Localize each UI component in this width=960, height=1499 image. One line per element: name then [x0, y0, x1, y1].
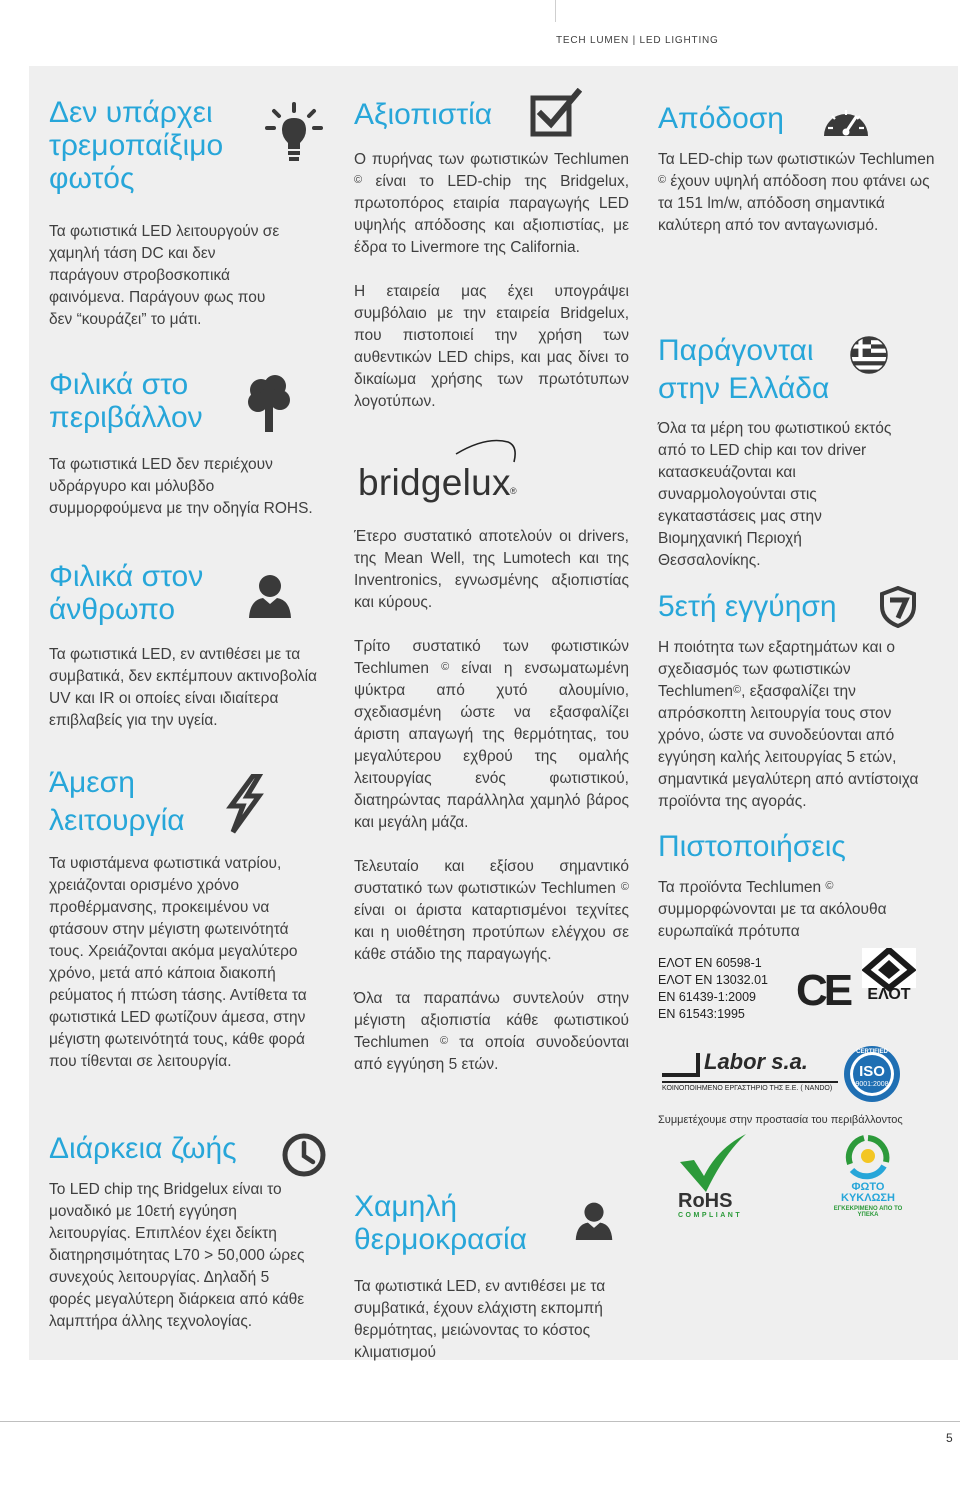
paragraph: Η εταιρεία μας έχει υπογράψει συμβόλαιο με την εταιρεία Bridgelux, που πιστοποιεί την χρήση των αυθεντικών LED chips, και μας δίνει το δικαίωμα χρήσης των πρωτότυπων λογοτύπων. — [354, 283, 629, 410]
section-title: Αξιοπιστία — [354, 98, 493, 131]
section-low-temperature — [354, 1190, 629, 1364]
section-title: Φιλικά στον άνθρωπο — [49, 560, 204, 626]
section-efficiency — [658, 102, 943, 237]
section-body: Τα φωτιστικά LED, εν αντιθέσει με τα συμβατικά, δεν εκπέμπουν ακτινοβολία UV και IR οι οποίες είναι ιδιαίτερα επιβλαβείς για την υγεία. — [49, 646, 318, 729]
section-body: Τα LED-chip των φωτιστικών Techlumen © έχουν υψηλή απόδοση που φτάνει ως τα 151 lm/w, απόδοση σημαντικά καλύτερη από τον ανταγωνισμό. — [658, 151, 935, 234]
paragraph: Τρίτο συστατικό των φωτιστικών Techlumen © είναι η ενσωματωμένη ψύκτρα από χυτό αλουμίνιο, σχεδιασμένη ώστε να εξασφαλίζει άριστη απαγωγή της θερμότητας, του μεγαλύτερου εχθρού της ομαλής λειτουργίας ενός φωτιστικού, διατηρώντας παράλληλα χαμηλό βάρος και μεγάλη μάζα. — [354, 638, 629, 831]
lightning-icon — [219, 774, 267, 834]
section-title: Πιστοποιήσεις — [658, 830, 846, 863]
section-body: Η ποιότητα των εξαρτημάτων και ο σχεδιασμός των φωτιστικών Techlumen©, εξασφαλίζει την απρόσκοπτη λειτουργία τους στον χρόνο, ώστε να συνοδεύονται από εγγύηση καλής λειτουργίας 5 ετών, σημαντικά μεγαλύτερη από αντίστοιχα προϊόντα της αγοράς. — [658, 639, 919, 810]
section-warranty — [658, 590, 943, 813]
elot-logo: ΕΛΟΤ — [862, 948, 916, 1009]
clock-icon — [281, 1132, 327, 1178]
checkbox-icon — [530, 88, 582, 138]
lightbulb-icon — [265, 102, 323, 166]
paragraph: Όλα τα παραπάνω συντελούν στην μέγιστη αξιοπιστία κάθε φωτιστικού Techlumen © τα οποία συνοδεύονται από εγγύηση 5 ετών. — [354, 990, 629, 1073]
greek-flag-icon — [850, 336, 888, 374]
recycling-logo: ΦΩΤΟ ΚΥΚΛΩΣΗ ΕΓΚΕΚΡΙΜΕΝΟ ΑΠΟ ΤΟ ΥΠΕΚΑ — [828, 1132, 908, 1189]
header-divider — [555, 0, 556, 22]
standard-item: ΕΛΟΤ ΕΝ 60598-1 — [658, 956, 762, 970]
section-body: Τα φωτιστικά LED λειτουργούν σε χαμηλή τάση DC και δεν παράγουν στροβοσκοπικά φαινόμενα. Παράγουν φως που δεν “κουράζει” το μάτι. — [49, 223, 280, 328]
environment-caption: Συμμετέχουμε στην προστασία του περιβάλλοντος — [658, 1114, 903, 1126]
section-title: Απόδοση — [658, 102, 784, 135]
paragraph: Έτερο συστατικό αποτελούν οι drivers, της Mean Well, της Lumotech και της Inventronics, εγνωσμένης αξιοπιστίας και κύρους. — [354, 528, 629, 611]
section-title: Χαμηλή θερμοκρασία — [354, 1190, 528, 1256]
section-title: Παράγονται στην Ελλάδα — [658, 334, 830, 405]
section-human-friendly — [49, 560, 339, 732]
labor-logo: Labor s.a. ΚΟΙΝΟΠΟΙΗΜΕΝΟ ΕΡΓΑΣΤΗΡΙΟ ΤΗΣ Ε.Ε. ( NANDO) — [660, 1051, 840, 1092]
section-lifetime — [49, 1132, 339, 1333]
shield-icon — [878, 586, 918, 628]
paragraph: Τελευταίο και εξίσου σημαντικό συστατικό των φωτιστικών Techlumen © είναι οι άριστα καταρτισμένοι τεχνίτες και η υιοθέτηση προτύπων ελέγχου σε κάθε στάδιο της παραγωγής. — [354, 858, 629, 963]
section-title: 5ετή εγγύηση — [658, 590, 837, 623]
person-icon — [574, 1200, 614, 1240]
page-header — [0, 0, 960, 66]
page-number: 5 — [946, 1431, 953, 1445]
section-body: Το LED chip της Bridgelux είναι το μοναδικό με 10ετή εγγύηση λειτουργίας. Επιπλέον έχει δείκτη διατηρησιμότητας L70 > 50,000 ώρες συνεχούς λειτουργίας. Δηλαδή 5 φορές μεγαλύτερη διάρκεια από κάθε λαμπτήρα άλλης τεχνολογίας. — [49, 1181, 305, 1330]
gauge-icon — [821, 102, 871, 140]
section-body: Τα προϊόντα Techlumen © συμμορφώνονται με τα ακόλουθα ευρωπαϊκά πρότυπα — [658, 879, 887, 940]
section-instant-on — [49, 764, 339, 1073]
section-eco-friendly — [49, 368, 339, 520]
person-icon — [247, 572, 293, 618]
bridgelux-logo: bridgelux ® — [356, 432, 526, 509]
section-title: Δεν υπάρχει τρεμοπαίξιμο φωτός — [49, 96, 224, 195]
section-title: Φιλικά στο περιβάλλον — [49, 368, 203, 434]
ce-mark-logo: CE — [796, 966, 850, 1015]
section-no-flicker — [49, 96, 339, 331]
paragraph: Ο πυρήνας των φωτιστικών Techlumen © είναι το LED-chip της Bridgelux, πρωτοπόρος εταιρία παραγωγής LED υψηλής απόδοσης και αξιοπιστίας, με έδρα το Livermore της California. — [354, 151, 629, 256]
brand-tagline: TECH LUMEN | LED LIGHTING — [556, 35, 719, 46]
section-body: Τα φωτιστικά LED, εν αντιθέσει με τα συμβατικά, έχουν ελάχιστη εκπομπή θερμότητας, μειώνοντας το κόστος κλιματισμού — [354, 1278, 606, 1361]
section-made-in-greece — [658, 332, 943, 572]
section-body: Τα φωτιστικά LED δεν περιέχουν υδράργυρο και μόλυβδο συμμορφούμενα με την οδηγία ROHS. — [49, 456, 313, 517]
standard-item: EN 61439-1:2009 — [658, 990, 756, 1004]
iso-certified-logo: CERTIFIED ISO 9001:2008 — [842, 1044, 902, 1109]
tree-icon — [247, 374, 291, 434]
section-reliability-cont — [354, 526, 629, 1076]
section-title: Διάρκεια ζωής — [49, 1132, 237, 1165]
rohs-logo: RoHS COMPLIANT — [674, 1132, 754, 1199]
footer-divider — [0, 1421, 960, 1422]
standard-item: ΕΛΟΤ ΕΝ 13032.01 — [658, 973, 769, 987]
section-reliability — [354, 98, 629, 413]
section-body: Τα υφιστάμενα φωτιστικά νατρίου, χρειάζονται ορισμένο χρόνο προθέρμανσης, προκειμένου να φτάσουν στην μέγιστη φωτεινότητά τους. Χρειάζονται ακόμα μεγαλύτερο χρόνο, μετά από κάποια διακοπή ρεύματος ή πτώση τάσης. Αντίθετα τα φωτιστικά LED φωτίζουν άμεσα, στην μέγιστη φωτεινότητά τους, κάθε φορά που τίθενται σε λειτουργία. — [49, 855, 307, 1070]
standard-item: EN 61543:1995 — [658, 1007, 745, 1021]
section-title: Άμεση λειτουργία — [49, 766, 185, 837]
section-body: Όλα τα μέρη του φωτιστικού εκτός από το LED chip και τον driver κατασκευάζονται και συναρμολογούνται στις εγκαταστάσεις μας στην Βιομηχανική Περιοχή Θεσσαλονίκης. — [658, 420, 892, 569]
